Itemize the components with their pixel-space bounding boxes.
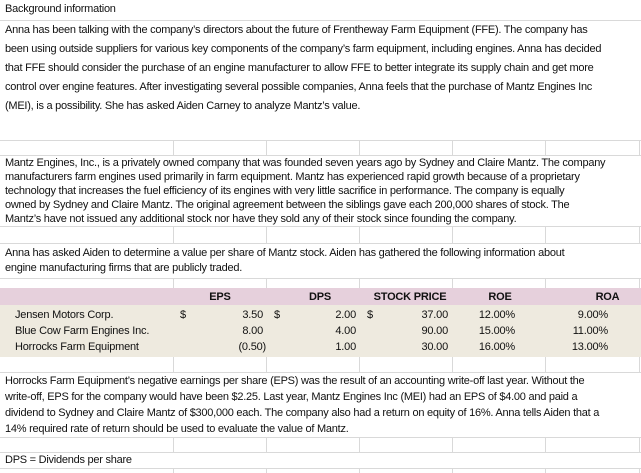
paragraph-line: Mantz Engines, Inc., is a privately owned company that was founded seven years ago by Sydney and Claire Mantz. The company xyxy=(5,157,606,169)
section-title: Background information xyxy=(5,3,116,15)
header-roa: ROA xyxy=(595,291,620,303)
roe-value: 16.00% xyxy=(478,341,515,353)
paragraph-line: 14% required rate of return should be used to evaluate the value of Mantz. xyxy=(5,423,349,435)
company-paragraph-cell[interactable] xyxy=(0,156,641,226)
request-paragraph-cell[interactable] xyxy=(0,244,641,278)
roa-value: 11.00% xyxy=(572,325,608,337)
paragraph-line: (MEI), is a possibility. She has asked Aiden Carney to analyze Mantz’s value. xyxy=(5,100,361,112)
grid-row-line xyxy=(0,226,641,227)
header-dps: DPS xyxy=(308,291,332,303)
paragraph-line: been using outside suppliers for various key components of the company’s farm equipment, including engines. Anna has decided xyxy=(5,43,602,55)
footnote-cell[interactable] xyxy=(0,453,641,468)
company-name: Jensen Motors Corp. xyxy=(15,309,114,321)
stock-price-value: 37.00 xyxy=(421,309,448,321)
eps-value: 3.50 xyxy=(242,309,263,321)
paragraph-line: control over engine features. After investigating several possible companies, Anna feels that the purchase of Mantz Engines Inc xyxy=(5,81,593,93)
table-header-row xyxy=(0,288,641,305)
roe-value: 15.00% xyxy=(478,325,515,337)
paragraph-line: manufacturers farm engines used primarily in farm equipment. Mantz has experienced rapid growth because of a proprietary xyxy=(5,171,580,183)
background-paragraph-cell[interactable] xyxy=(0,21,641,140)
dps-value: 4.00 xyxy=(335,325,356,337)
company-name: Blue Cow Farm Engines Inc. xyxy=(15,325,150,337)
horrocks-paragraph-cell[interactable] xyxy=(0,373,641,437)
eps-value: 8.00 xyxy=(242,325,263,337)
roa-value: 9.00% xyxy=(577,309,608,321)
paragraph-line: dividend to Sydney and Claire Mantz of $300,000 each. The company also had a return on equity of 16%. Anna tells Aiden that a xyxy=(5,407,600,419)
paragraph-line: that FFE should consider the purchase of an engine manufacturer to allow FFE to better integrate its supply chain and get more xyxy=(5,62,594,74)
table-body xyxy=(0,305,641,357)
stock-price-value: 90.00 xyxy=(421,325,448,337)
grid-row-line xyxy=(0,140,641,141)
roe-value: 12.00% xyxy=(478,309,515,321)
grid-row-line xyxy=(0,437,641,438)
grid-row-line xyxy=(0,468,641,469)
eps-value: (0.50) xyxy=(238,341,266,353)
paragraph-line: owned by Sydney and Claire Mantz. The original agreement between the siblings gave each 200,000 shares of stock. The xyxy=(5,199,570,211)
paragraph-line: Horrocks Farm Equipment’s negative earnings per share (EPS) was the result of an accounting write-off last year. Without the xyxy=(5,375,585,387)
dps-value: 1.00 xyxy=(335,341,356,353)
roa-value: 13.00% xyxy=(571,341,608,353)
header-eps: EPS xyxy=(209,291,231,303)
currency-symbol: $ xyxy=(274,309,280,321)
paragraph-line: engine manufacturing firms that are publicly traded. xyxy=(5,262,243,274)
header-roe: ROE xyxy=(488,291,512,303)
dps-value: 2.00 xyxy=(335,309,356,321)
currency-symbol: $ xyxy=(180,309,186,321)
paragraph-line: write-off, EPS for the company would have been $2.25. Last year, Mantz Engines Inc (MEI) had an EPS of $4.00 and paid a xyxy=(5,391,578,403)
paragraph-line: Anna has asked Aiden to determine a value per share of Mantz stock. Aiden has gathered the following information about xyxy=(5,247,565,259)
footnote-text: DPS = Dividends per share xyxy=(5,454,132,466)
paragraph-line: Anna has been talking with the company’s directors about the future of Frentheway Farm Equipment (FFE). The company has xyxy=(5,24,588,36)
company-name: Horrocks Farm Equipment xyxy=(15,341,139,353)
stock-price-value: 30.00 xyxy=(421,341,448,353)
title-cell[interactable] xyxy=(0,0,641,20)
currency-symbol: $ xyxy=(367,309,373,321)
paragraph-line: Mantz’s have not issued any additional stock nor have they sold any of their stock since founding the company. xyxy=(5,213,517,225)
header-stock-price: STOCK PRICE xyxy=(373,291,447,303)
grid-row-line xyxy=(0,278,641,279)
paragraph-line: technology that increases the fuel efficiency of its engines with very little sacrifice in performance. The company is equally xyxy=(5,185,565,197)
